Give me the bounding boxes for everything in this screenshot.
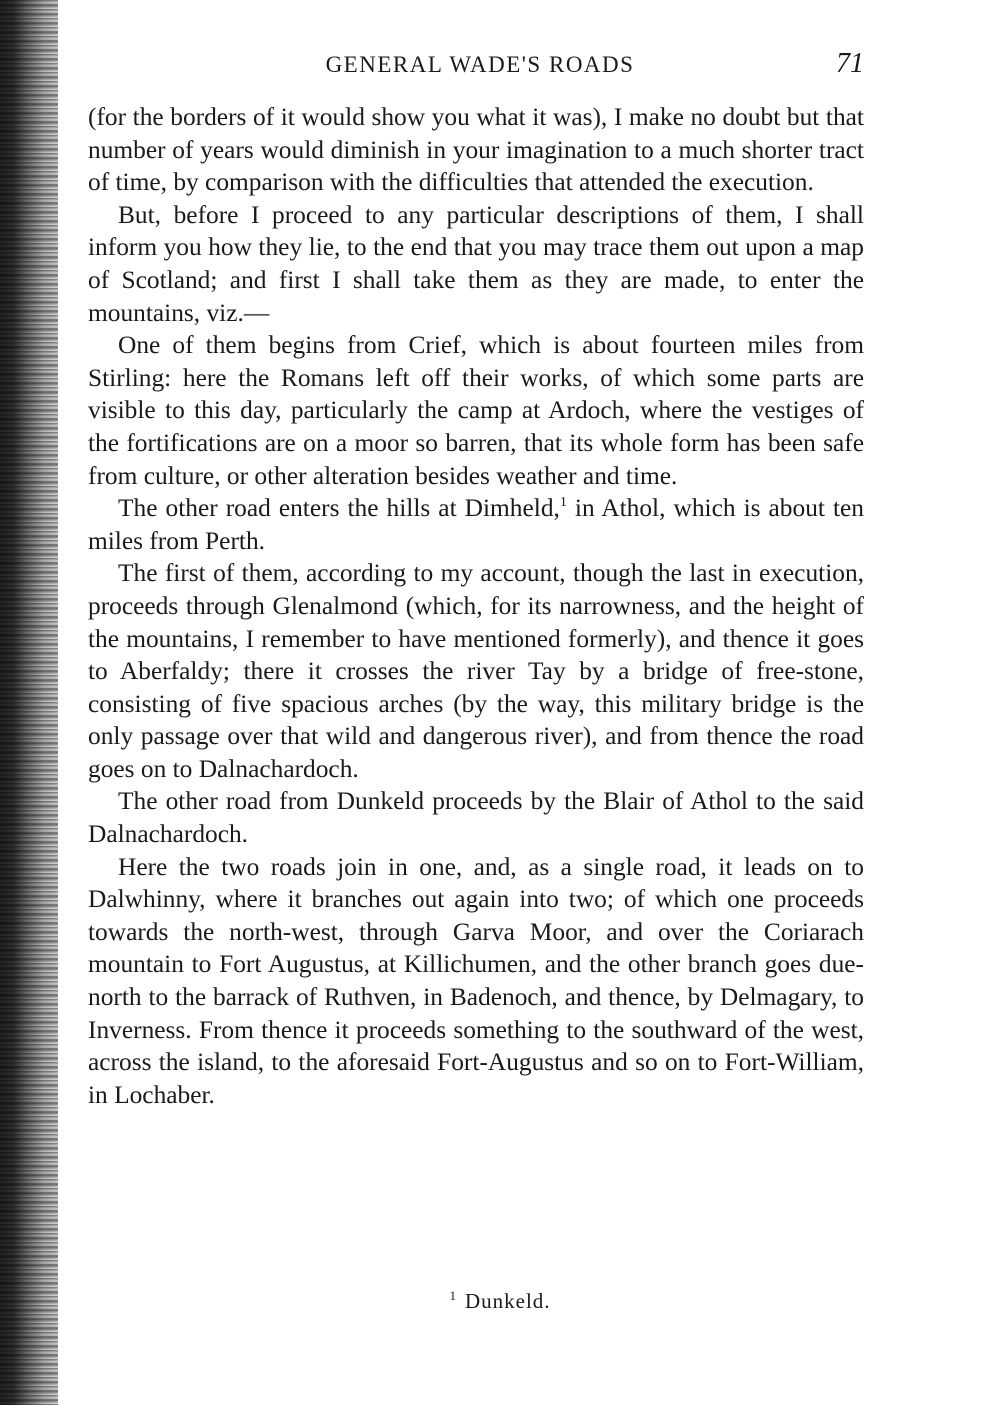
paragraph-text: in Athol, which is about ten miles from Perth.: [88, 494, 864, 555]
paragraph-text: One of them begins from Crief, which is about fourteen miles from Stirling: here the Romans left off their works, of which some parts are visible to this day, particularly the camp at Ardoch, where the vestiges of the fortifications are on a moor so barren, that its whole form has been safe from culture, or other alteration besides weather and time.: [88, 331, 864, 490]
footnote-marker: 1: [449, 1288, 457, 1303]
paragraph: [88, 329, 864, 492]
paragraph: [88, 785, 864, 850]
paragraph: [88, 851, 864, 1112]
page-header: [90, 48, 870, 88]
paragraph-text: But, before I proceed to any particular descriptions of them, I shall inform you how they lie, to the end that you may trace them out upon a map of Scotland; and first I shall take them as they are made, to enter the mountains, viz.—: [88, 200, 864, 327]
footnote: [0, 1288, 1000, 1314]
paragraph-text: Here the two roads join in one, and, as a single road, it leads on to Dalwhinny, where it branches out again into two; of which one proceeds towards the north-west, through Garva Moor, and over the Coriarach mountain to Fort Augustus, at Killichumen, and the other branch goes due-north to the barrack of Ruthven, in Badenoch, and thence, by Delmagary, to Inverness. From thence it proceeds something to the southward of the west, across the island, to the aforesaid Fort-Augustus and so on to Fort-William, in Lochaber.: [88, 852, 864, 1109]
page-number: 71: [836, 48, 864, 79]
paragraph: [88, 492, 864, 557]
binding-gutter-shadow: [0, 0, 58, 1405]
paragraph: [88, 199, 864, 329]
footnote-reference: 1: [559, 495, 567, 511]
footnote-text: Dunkeld.: [464, 1289, 551, 1313]
paragraph-text: The other road from Dunkeld proceeds by the Blair of Athol to the said Dalnachardoch.: [88, 787, 864, 849]
paragraph: [88, 101, 864, 199]
running-head: GENERAL WADE'S ROADS: [325, 52, 635, 77]
paragraph-text: The first of them, according to my account, though the last in execution, proceeds through Glenalmond (which, for its narrowness, and the height of the mountains, I remember to have mentioned formerly), and thence it goes to Aberfaldy; there it crosses the river Tay by a bridge of free-stone, consisting of five spacious arches (by the way, this military bridge is the only passage over that wild and dangerous river), and from thence the road goes on to Dalnachardoch.: [88, 559, 864, 783]
paragraph-text: The other road enters the hills at Dimheld,: [118, 494, 560, 523]
paragraph: [88, 557, 864, 785]
body-text: [88, 101, 864, 1111]
paragraph-text: (for the borders of it would show you what it was), I make no doubt but that number of years would diminish in your imagination to a much shorter tract of time, by comparison with the difficulties that attended the execution.: [88, 103, 864, 197]
